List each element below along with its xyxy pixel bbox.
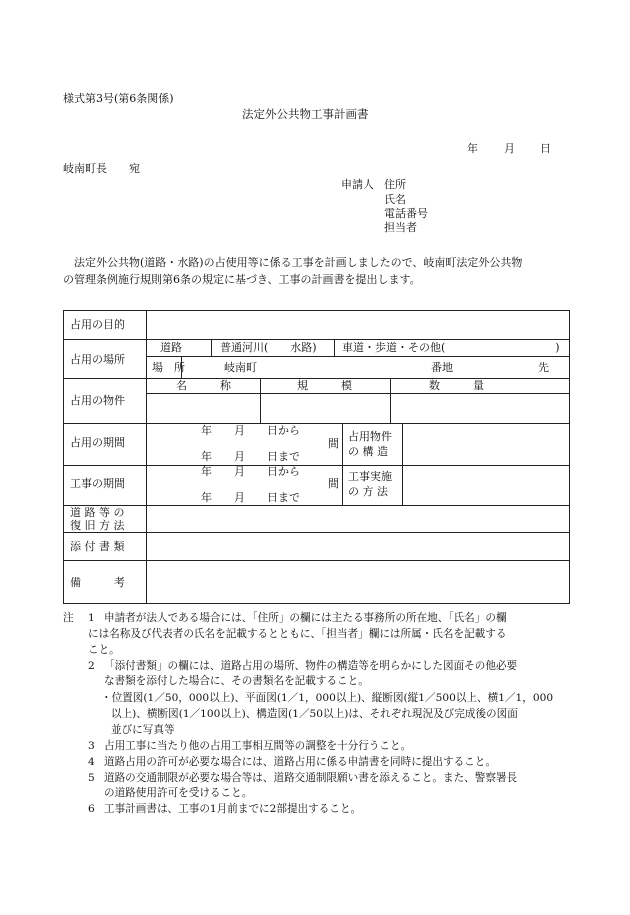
- works-period-from: 年 月 日から: [201, 465, 300, 478]
- note-2-bullet-line-3: 並びに写真等: [111, 724, 175, 736]
- restore-label-2: 復 旧 方 法: [70, 519, 125, 532]
- date-month: 月: [504, 142, 515, 155]
- note-4-line-1: 道路占用の許可が必要な場合には、道路占用に係る申請書を同時に提出すること。: [104, 756, 496, 768]
- location-river-option: 普通河川( 水路): [220, 341, 317, 354]
- location-banchi: 番地: [431, 361, 453, 374]
- works-period-to: 年 月 日まで: [201, 491, 300, 504]
- application-table: [63, 310, 570, 604]
- label-column-divider: [146, 311, 147, 603]
- objects-col-name: 名 称: [176, 379, 231, 392]
- note-1-line-2: には名称及び代表者の氏名を記載するとともに、「担当者」欄には所属・氏名を記載する: [88, 628, 507, 640]
- note-5-line-1: 道路の交通制限が必要な場合等は、道路交通制限願い書を添えること。また、警察署長: [104, 772, 518, 784]
- note-3-line-1: 占用工事に当たり他の占用工事相互間等の調整を十分行うこと。: [104, 740, 412, 752]
- location-saki: 先: [538, 361, 549, 374]
- row-divider: [64, 423, 569, 424]
- row-divider: [64, 560, 569, 561]
- row-divider: [64, 465, 569, 466]
- note-1-line-1: 申請者が法人である場合には、「住所」の欄には主たる事務所の所在地、「氏名」の欄: [104, 612, 507, 624]
- objects-col-scale: 規 模: [297, 379, 352, 392]
- applicant-label: 申請人: [341, 178, 374, 191]
- note-2-number: 2: [88, 660, 95, 672]
- method-label-1: 工事実施: [348, 470, 392, 483]
- period-to: 年 月 日まで: [201, 450, 300, 463]
- note-5-number: 5: [88, 772, 95, 784]
- location-lane-option: 車道・歩道・その他( ): [342, 341, 560, 354]
- remarks-label: 備 考: [70, 576, 125, 589]
- row-divider: [64, 532, 569, 533]
- period-label: 占用の期間: [70, 436, 125, 449]
- note-1-line-3: こと。: [88, 644, 120, 656]
- location-label: 占用の場所: [70, 353, 125, 366]
- note-6-number: 6: [88, 803, 95, 815]
- objects-label: 占用の物件: [70, 394, 125, 407]
- note-4-number: 4: [88, 756, 95, 768]
- date-year: 年: [467, 142, 478, 155]
- note-2-line-2: な書類を添付した場合に、その書類名を記載すること。: [104, 675, 369, 687]
- date-day: 日: [540, 142, 551, 155]
- intro-line-1: 法定外公共物(道路・水路)の占使用等に係る工事を計画しましたので、岐南町法定外公共物: [63, 256, 523, 269]
- note-2-line-1: 「添付書類」の欄には、道路占用の場所、物件の構造等を明らかにした図面その他必要: [104, 660, 518, 672]
- page-title: 法定外公共物工事計画書: [242, 107, 369, 121]
- applicant-phone-label: 電話番号: [384, 207, 428, 220]
- row-divider: [146, 393, 569, 394]
- col-divider: [260, 378, 261, 423]
- structure-label-2: の 構 造: [348, 445, 388, 458]
- notes-prefix: 注: [63, 612, 74, 624]
- purpose-label: 占用の目的: [70, 318, 125, 331]
- col-divider: [390, 378, 391, 423]
- note-3-number: 3: [88, 740, 95, 752]
- applicant-name-label: 氏名: [384, 193, 406, 206]
- location-town: 岐南町: [224, 361, 257, 374]
- objects-col-qty: 数 量: [429, 379, 484, 392]
- applicant-contact-label: 担当者: [384, 221, 417, 234]
- note-2-bullet-line-1: ・位置図(1／50，000以上)、平面図(1／1，000以上)、縦断図(縦1／500以上、横1／1，000: [101, 692, 554, 704]
- restore-label-1: 道 路 等 の: [70, 506, 125, 519]
- structure-label-1: 占用物件: [348, 430, 392, 443]
- row-divider: [64, 505, 569, 506]
- period-between: 間: [328, 437, 339, 450]
- location-road-option: 道路: [160, 341, 182, 354]
- col-divider: [342, 423, 343, 505]
- applicant-address-label: 住所: [384, 178, 406, 191]
- works-period-between: 間: [328, 477, 339, 490]
- note-5-line-2: の道路使用許可を受けること。: [104, 787, 253, 799]
- intro-line-2: の管理条例施行規則第6条の規定に基づき、工事の計画書を提出します。: [63, 273, 421, 286]
- addressee: 岐南町長 宛: [63, 162, 140, 175]
- note-2-bullet-line-2: 以上)、横断図(1／100以上)、構造図(1／50以上)は、それぞれ現況及び完成後の図面: [111, 708, 518, 720]
- row-divider: [146, 356, 569, 357]
- period-from: 年 月 日から: [201, 424, 300, 437]
- attachments-label: 添 付 書 類: [70, 540, 125, 553]
- form-number: 様式第3号(第6条関係): [63, 92, 174, 105]
- col-divider: [402, 423, 403, 505]
- note-1-number: 1: [88, 612, 95, 624]
- works-period-label: 工事の期間: [70, 477, 125, 490]
- col-divider: [211, 339, 212, 356]
- note-6-line-1: 工事計画書は、工事の1月前までに2部提出すること。: [104, 803, 362, 815]
- col-divider: [334, 339, 335, 356]
- location-place-label: 場 所: [152, 361, 185, 374]
- method-label-2: の 方 法: [348, 485, 388, 498]
- row-divider: [64, 339, 569, 340]
